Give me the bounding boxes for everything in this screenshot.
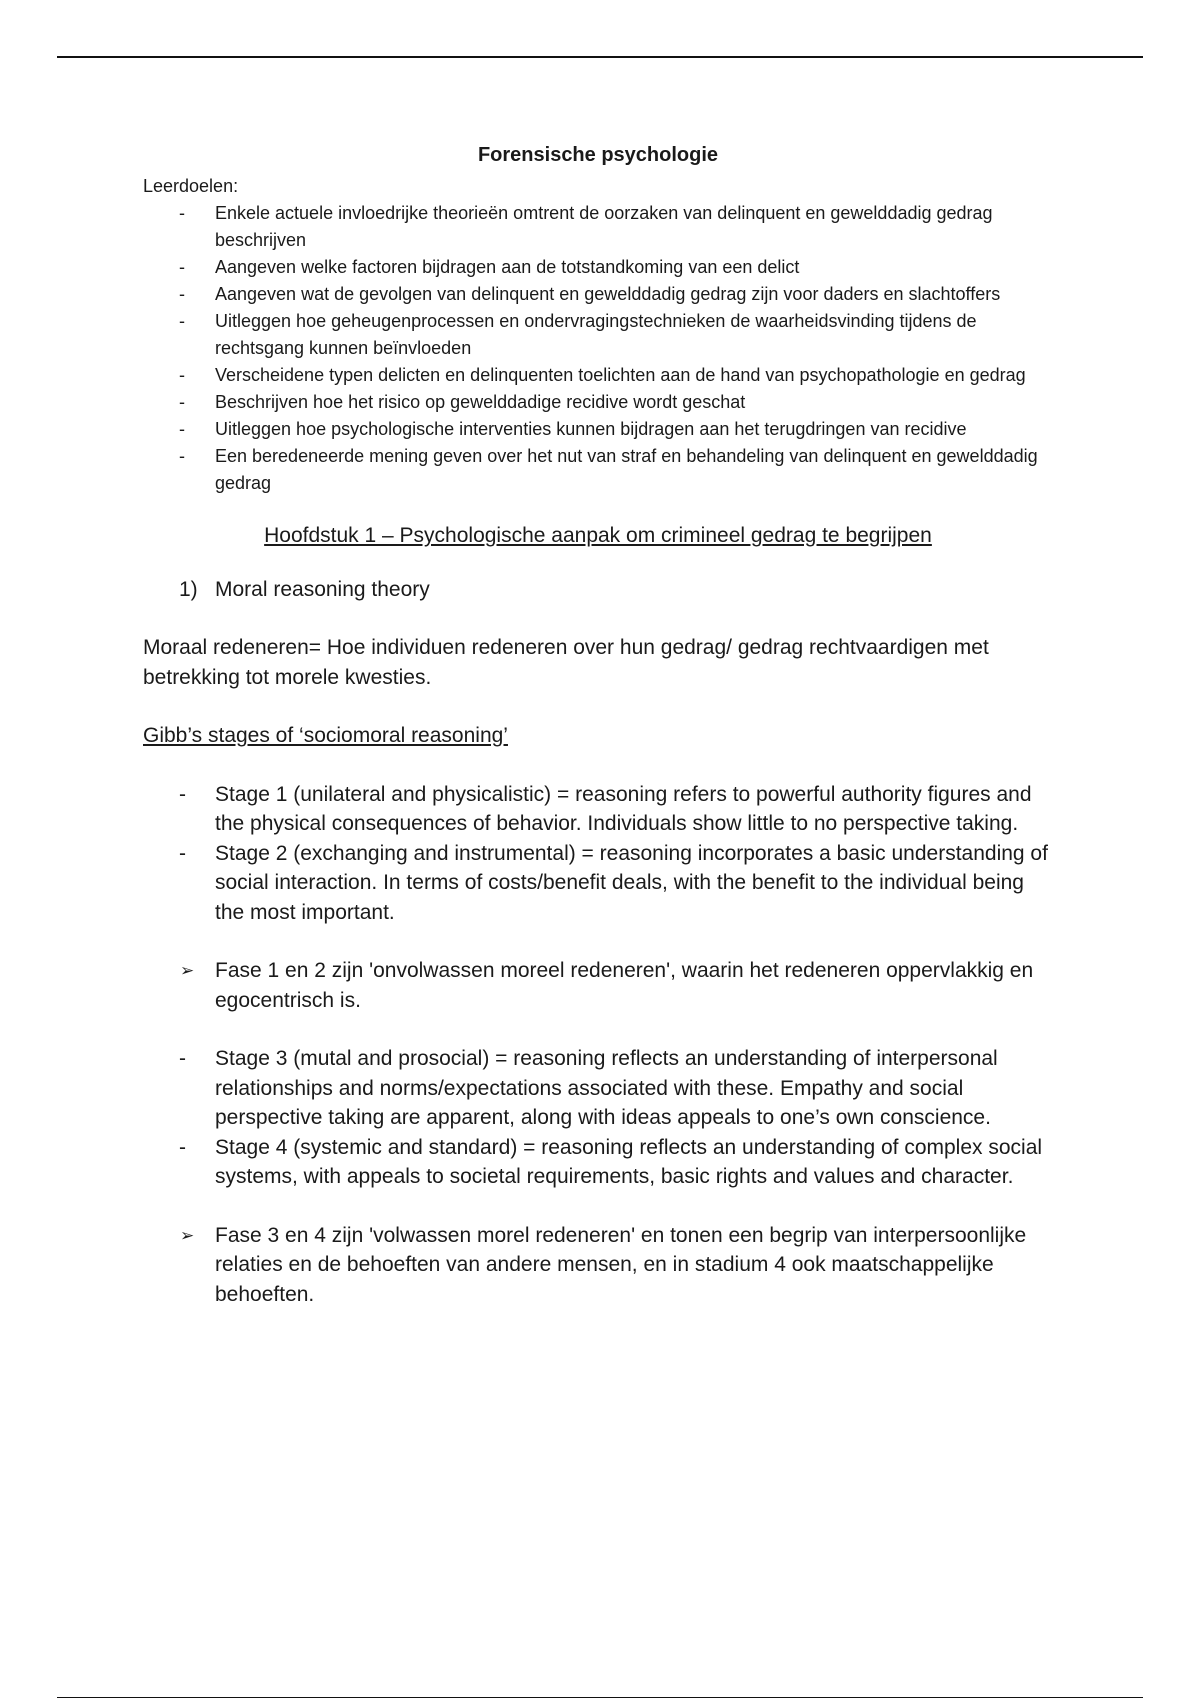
- note-list-a: [143, 956, 1053, 1015]
- list-item: - Enkele actuele invloedrijke theorieën omtrent de oorzaken van delinquent en gewelddadig gedrag beschrijven: [179, 203, 993, 250]
- list-item: - Aangeven wat de gevolgen van delinquent en gewelddadig gedrag zijn voor daders en slachtoffers: [179, 284, 1001, 304]
- list-item: ➢ Fase 1 en 2 zijn 'onvolwassen moreel redeneren', waarin het redeneren oppervlakkig en egocentrisch is.: [143, 956, 1053, 1015]
- list-item: - Uitleggen hoe psychologische interventies kunnen bijdragen aan het terugdringen van recidive: [179, 419, 967, 439]
- list-item: ➢ Fase 3 en 4 zijn 'volwassen morel redeneren' en tonen een begrip van interpersoonlijke relaties en de behoeften van andere mensen, en in stadium 4 ook maatschappelijke behoeften.: [143, 1221, 1053, 1310]
- note-list-b: [143, 1221, 1053, 1310]
- list-item: - Verscheidene typen delicten en delinquenten toelichten aan de hand van psychopathologie en gedrag: [179, 365, 1026, 385]
- list-item: - Een beredeneerde mening geven over het nut van straf en behandeling van delinquent en gewelddadig gedrag: [179, 446, 1038, 493]
- top-rule: [57, 56, 1143, 58]
- stages-list-a: [143, 780, 1053, 928]
- goals-label: Leerdoelen:: [143, 176, 239, 196]
- arrow-bullet-icon: ➢: [180, 961, 195, 980]
- list-item: - Stage 3 (mutal and prosocial) = reasoning reflects an understanding of interpersonal relationships and norms/expectations associated with these. Empathy and social perspective taking are apparent, along with ideas appeals to one’s own conscience.: [179, 1047, 998, 1129]
- list-item: - Uitleggen hoe geheugenprocessen en ondervragingstechnieken de waarheidsvinding tijdens de rechtsgang kunnen beïnvloeden: [179, 311, 977, 358]
- list-item: 1) Moral reasoning theory: [179, 577, 430, 601]
- stages-list-b: [143, 1044, 1053, 1192]
- gibb-heading: Gibb’s stages of ‘sociomoral reasoning’: [143, 724, 508, 747]
- page-title: Forensische psychologie: [477, 144, 719, 166]
- list-item: - Stage 4 (systemic and standard) = reasoning reflects an understanding of complex social systems, with appeals to societal requirements, basic rights and values and character.: [179, 1135, 1043, 1188]
- goals-list: [143, 200, 1053, 497]
- arrow-bullet-icon: ➢: [180, 1225, 195, 1245]
- document-body: [143, 144, 1053, 1309]
- list-item: - Stage 1 (unilateral and physicalistic) = reasoning refers to powerful authority figures and the physical consequences of behavior. Individuals show little to no perspective taking.: [179, 782, 1032, 835]
- chapter-heading: Hoofdstuk 1 – Psychologische aanpak om crimineel gedrag te begrijpen: [264, 524, 932, 547]
- numbered-list: [143, 575, 1053, 605]
- bottom-rule: [57, 1697, 1143, 1698]
- list-item: - Stage 2 (exchanging and instrumental) = reasoning incorporates a basic understanding of social interaction. In terms of costs/benefit deals, with the benefit to the individual being the most important.: [179, 841, 1048, 924]
- list-item: - Beschrijven hoe het risico op gewelddadige recidive wordt geschat: [179, 392, 746, 412]
- list-item: - Aangeven welke factoren bijdragen aan de totstandkoming van een delict: [179, 257, 800, 277]
- definition-paragraph: Moraal redeneren= Hoe individuen redeneren over hun gedrag/ gedrag rechtvaardigen met betrekking tot morele kwesties.: [143, 636, 989, 689]
